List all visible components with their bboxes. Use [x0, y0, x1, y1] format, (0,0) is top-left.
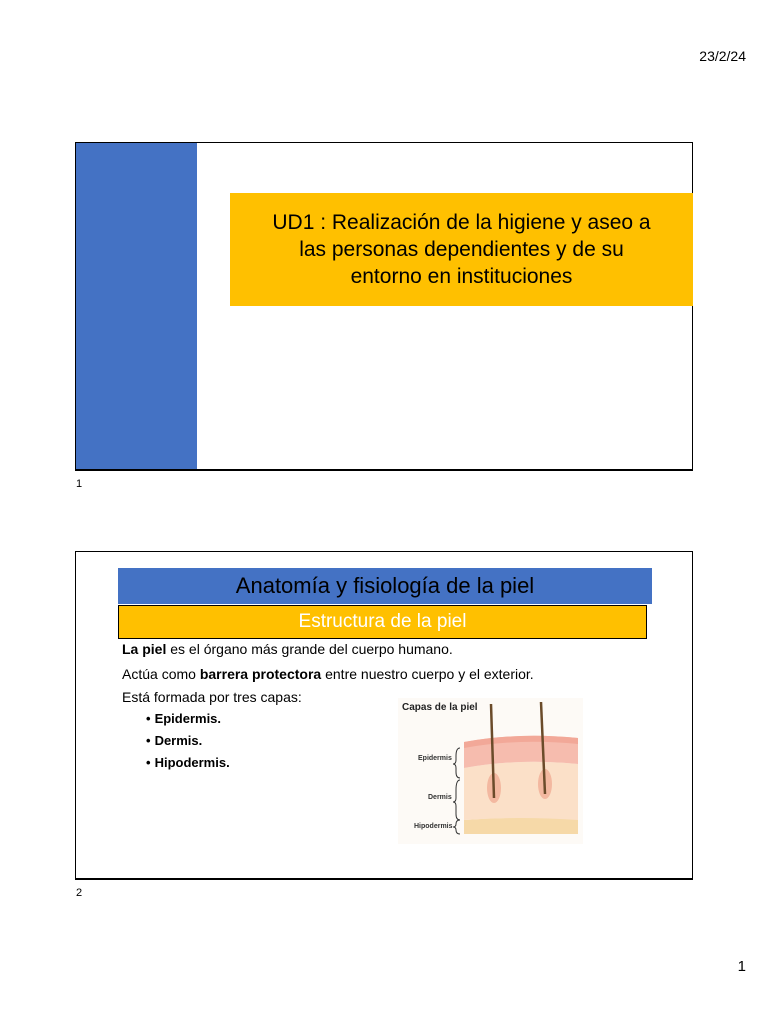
- figure-label-dermis: Dermis: [428, 794, 452, 801]
- slide-1-title-line: las personas dependientes y de su: [299, 238, 624, 261]
- text-line-2: [122, 666, 534, 682]
- figure-label-epidermis: Epidermis: [418, 755, 452, 762]
- slide-1: [75, 142, 693, 471]
- text-rest: entre nuestro cuerpo y el exterior.: [321, 666, 534, 682]
- slide-1-title: [230, 193, 693, 306]
- slide-2: [75, 551, 693, 880]
- dermis-layer: [464, 762, 578, 820]
- bullet-icon: •: [146, 711, 151, 726]
- bullet-icon: •: [146, 755, 151, 770]
- hypodermis-brace: [453, 820, 460, 834]
- text-line-3: Está formada por tres capas:: [122, 689, 302, 705]
- bullet-label: Dermis.: [154, 733, 203, 748]
- dermis-brace: [453, 780, 460, 820]
- text-bold: La piel: [122, 641, 167, 657]
- slide-1-title-line: UD1 : Realización de la higiene y aseo a: [272, 211, 651, 234]
- bullet-item: [146, 711, 221, 726]
- text-rest: es el órgano más grande del cuerpo humano.: [166, 641, 453, 657]
- slide-1-title-line: entorno en instituciones: [350, 265, 573, 288]
- text-line-1: [122, 641, 453, 657]
- bullet-item: [146, 755, 230, 770]
- text-pre: Actúa como: [122, 666, 200, 682]
- hypodermis-layer: [464, 818, 578, 834]
- slide-2-title: Anatomía y fisiología de la piel: [118, 568, 652, 604]
- bullet-icon: •: [146, 733, 151, 748]
- slide-2-subtitle: Estructura de la piel: [118, 605, 647, 639]
- figure-label-hypodermis: Hipodermis: [414, 823, 453, 830]
- slide-2-number: 2: [76, 887, 83, 899]
- slide-1-number: 1: [76, 478, 83, 490]
- epidermis-brace: [453, 748, 460, 778]
- slide-1-accent-bar: [76, 143, 197, 469]
- figure-title: Capas de la piel: [402, 702, 478, 713]
- skin-layers-figure: [398, 698, 583, 844]
- page-number: 1: [737, 958, 746, 975]
- bullet-item: [146, 733, 202, 748]
- date: 23/2/24: [699, 48, 746, 64]
- bullet-label: Epidermis.: [154, 711, 222, 726]
- text-bold: barrera protectora: [199, 666, 322, 682]
- bullet-label: Hipodermis.: [154, 755, 230, 770]
